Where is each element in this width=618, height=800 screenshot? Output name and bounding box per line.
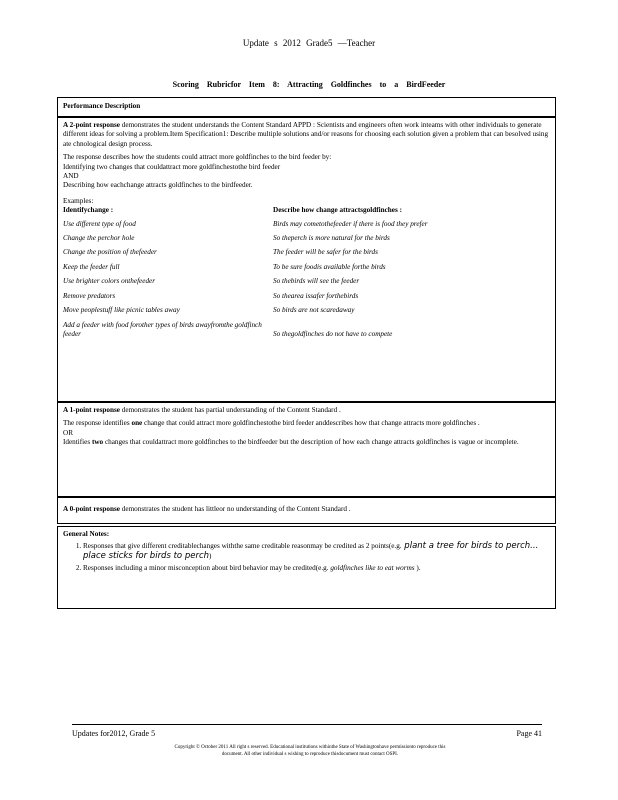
note-item — [83, 542, 550, 561]
note2-text: Responses including a minor misconception about bird behavior may be credited(e.g. — [83, 564, 331, 573]
one-point-or: OR — [63, 428, 73, 437]
zero-point-content — [58, 498, 555, 517]
zero-point-line1: demonstrates the student has littleor no understanding of the Content Standard . — [119, 505, 351, 513]
example-change: Change the position of thefeeder — [63, 248, 157, 257]
two-point-content — [58, 118, 555, 344]
example-describe: To be sure foodis available forthe birds — [273, 262, 386, 271]
one-point-line2c: change that could attract more goldfinchestothe bird feeder anddescribes how that change attracts more goldfinches . — [142, 419, 480, 428]
two-point-line3: Identifying two changes that couldattract more goldfinchestothe bird feeder — [63, 162, 281, 171]
example-row — [63, 306, 550, 315]
note1-end: ) — [209, 551, 212, 560]
page-footer — [72, 724, 542, 738]
page-number: Page 41 — [516, 729, 542, 738]
example-describe: So thearea issafer forthebirds — [273, 291, 359, 300]
example-describe: So thegoldfinches do not have to compete — [273, 329, 393, 338]
examples-list — [63, 220, 550, 340]
identify-change-head: Identifychange : — [63, 206, 114, 215]
copyright-notice — [80, 744, 540, 758]
example-row — [63, 220, 550, 229]
copyright-line1: Copyright © October 2011 All right s reserved. Educational institutions withinthe State of Washingtonhave permissionto reproduce this — [174, 745, 446, 750]
one-point-line1: demonstrates the student has partial understanding of the Content Standard . — [119, 406, 341, 414]
performance-header-cell — [57, 97, 556, 117]
examples-header-row — [63, 206, 550, 215]
two-point-and: AND — [63, 172, 79, 181]
two-point-intro — [63, 121, 550, 149]
copyright-line2: document. All other individual s wishing to reproduce thisdocument must contact OSPI. — [221, 752, 399, 757]
general-notes-content — [58, 527, 555, 580]
two-point-cell — [57, 117, 556, 402]
note-item — [83, 564, 550, 573]
example-row — [63, 248, 550, 257]
zero-point-lead: A 0-point response — [63, 505, 120, 513]
one-point-line3c: changes that couldattract more goldfinches to the birdfeeder but the description of how each change attracts goldfinches is vague or incomplete. — [103, 438, 519, 447]
example-describe: So thebirds will see the feeder — [273, 277, 360, 286]
note1-text: Responses that give different creditablechanges withthe same creditable reasonmay be credited as 2 points(e.g. — [83, 542, 402, 551]
rubric-title: Scoring Rubricfor Item 8: Attracting Goldfinches to a BirdFeeder — [172, 80, 446, 89]
example-change: Use different type of food — [63, 219, 136, 228]
page-header: Update s 2012 Grade5 —Teacher — [242, 38, 376, 48]
footer-left: Updates for2012, Grade 5 — [72, 729, 156, 738]
two-point-line4: Describing how eachchange attracts goldfinches to the birdfeeder. — [63, 181, 253, 190]
example-describe: The feeder will be safer for the birds — [273, 248, 378, 257]
one-point-lead: A 1-point response — [63, 406, 120, 414]
one-point-one: one — [131, 419, 143, 428]
zero-point-cell — [57, 497, 556, 524]
example-row — [63, 292, 550, 301]
note1-handwritten: plant a tree for birds to perch... place sticks for birds to perch — [83, 541, 539, 561]
general-notes-list — [63, 542, 550, 573]
one-point-two: two — [91, 438, 104, 447]
one-point-option2 — [63, 438, 550, 447]
two-point-line2: The response describes how the students could attract more goldfinches to the bird feeder by: — [63, 153, 332, 162]
example-change: Add a feeder with food forother types of birds awayfromthe goldfinch feeder — [63, 320, 262, 338]
two-point-line1: demonstrates the student understands the Content Standard APPD : Scientists and engineers often work inteams with other individuals to generate different ideas for solving a problem.Item Specification1: Describe multiple solutions and/or reasons for choosing each solution given a problem that can besolved using ate chnological design process. — [63, 121, 549, 148]
two-point-lead: A 2-point response — [63, 121, 120, 129]
example-change: Remove predators — [63, 291, 116, 300]
one-point-content — [58, 403, 555, 451]
example-change: Keep the feeder full — [63, 262, 120, 271]
example-row — [63, 234, 550, 243]
performance-header-label: Performance Description — [63, 102, 141, 110]
one-point-option1 — [63, 419, 550, 428]
example-row — [63, 263, 550, 272]
example-change: Change the perchor hole — [63, 234, 135, 243]
example-change: Move peoplestuff like picnic tables away — [63, 306, 180, 315]
examples-label: Examples: — [63, 196, 94, 205]
example-row — [63, 277, 550, 286]
general-notes-head: General Notes: — [63, 530, 110, 538]
one-point-line3a: Identifies — [63, 438, 92, 447]
describe-change-head: Describe how change attractsgoldfinches : — [273, 206, 402, 215]
one-point-cell — [57, 402, 556, 497]
note2-end: ). — [414, 564, 421, 573]
one-point-line2a: The response identifies — [63, 419, 132, 428]
example-describe: So theperch is more natural for the birds — [273, 234, 390, 243]
example-describe: So birds are not scaredaway — [273, 306, 355, 315]
note2-example: goldfinches like to eat worms — [330, 564, 415, 573]
example-change: Use brighter colors onthefeeder — [63, 277, 156, 286]
general-notes-cell — [57, 526, 556, 609]
example-describe: Birds may cometothefeeder if there is food they prefer — [273, 219, 428, 228]
one-point-intro — [63, 406, 550, 415]
zero-point-intro — [63, 505, 550, 514]
example-row — [63, 321, 550, 340]
